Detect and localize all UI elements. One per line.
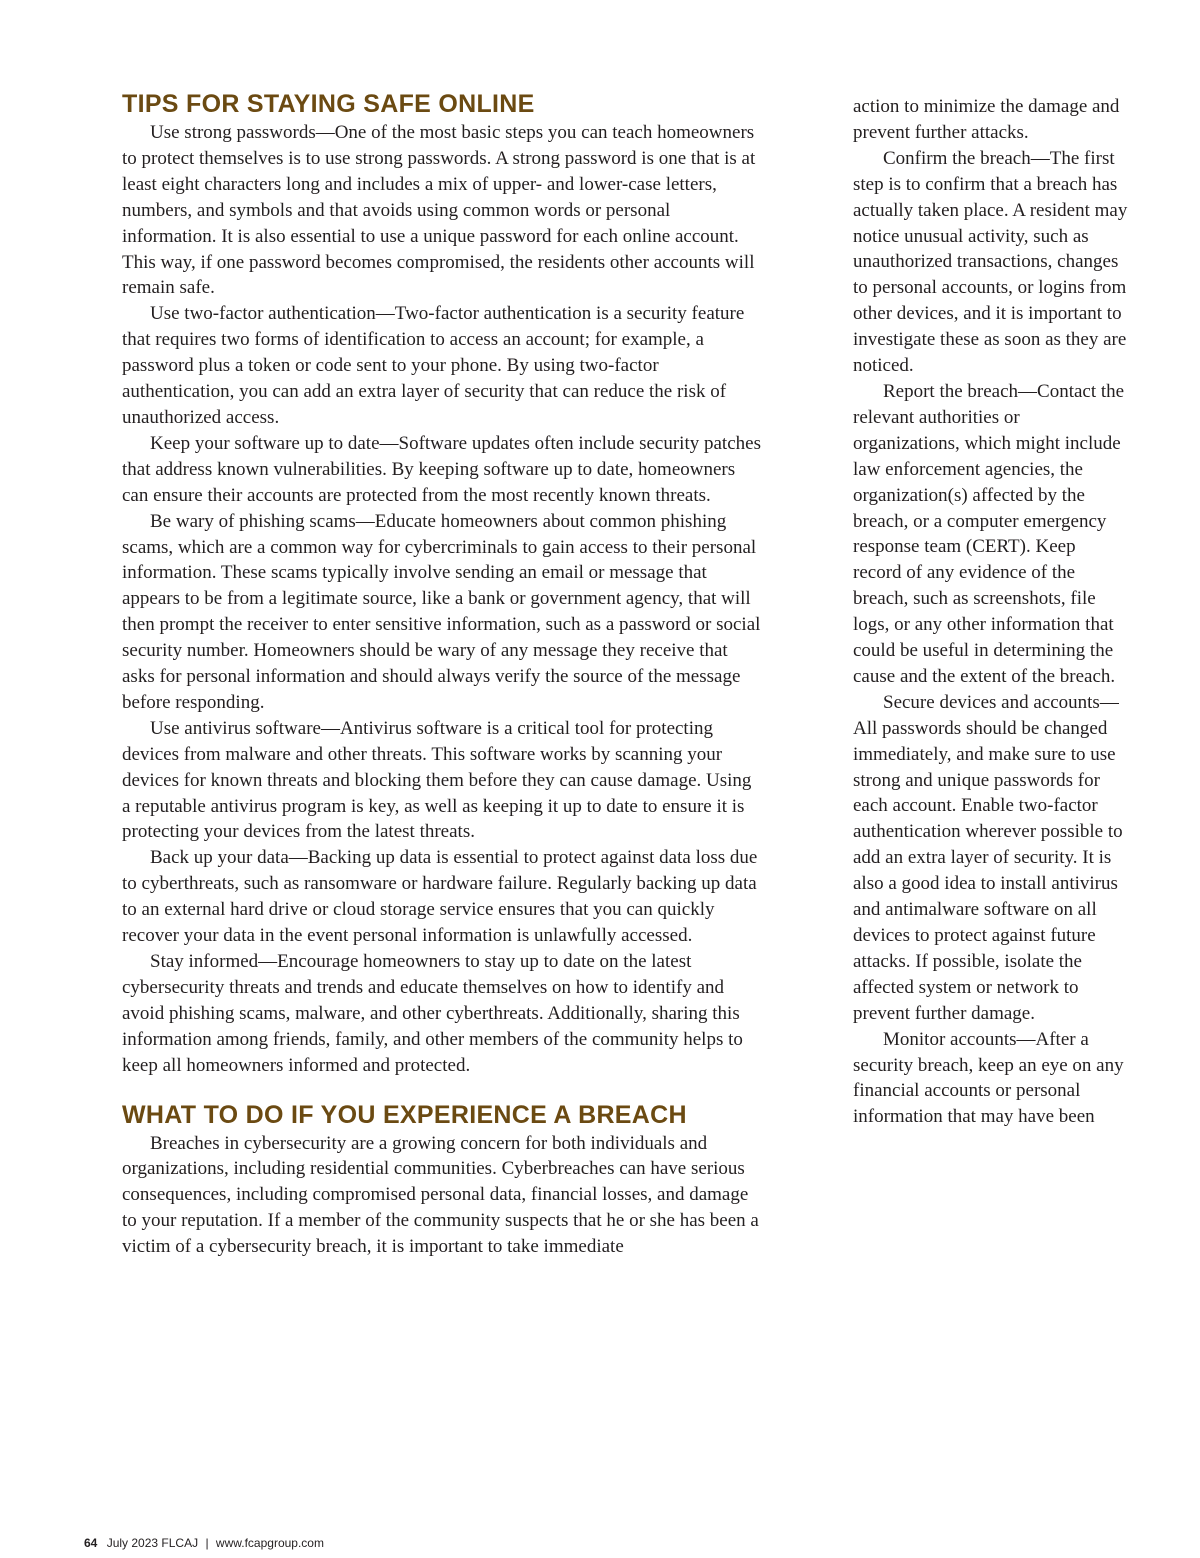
website-link[interactable]: www.fcapgroup.com [215,1536,324,1550]
tip-software-updates: Keep your software up to date—Software updates often include security patches that address known vulnerabilities. By keeping software up to date, homeowners can ensure their accounts are protected from the most recently known threats. [122,432,761,506]
tip-backup: Back up your data—Backing up data is essential to protect against data loss due to cyberthreats, such as ransomware or hardware failure. Regularly backing up data to an external hard drive or cloud storage service ensures that you can quickly recover your data in the event personal information is unlawfully accessed. [122,847,758,947]
section-heading-breach: WHAT TO DO IF YOU EXPERIENCE A BREACH [122,1100,687,1129]
page-footer [84,1536,324,1550]
breach-continuation: action to minimize the damage and prevent further attacks. [853,96,1120,143]
issue-date: July 2023 [106,1536,159,1550]
tip-antivirus: Use antivirus software—Antivirus software is a critical tool for protecting devices from malware and other threats. This software works by scanning your devices for known threats and blocking them before they can cause damage. Using a reputable antivirus program is key, as well as keeping it up to date to ensure it is protecting your devices from the latest threats. [122,717,752,843]
footer-separator: | [205,1536,209,1550]
main-column [122,88,762,1260]
step-secure-devices: Secure devices and accounts—All passwords should be changed immediately, and make sure to use strong and unique passwords for each account. Enable two-factor authentication wherever possible to add an extra layer of security. It is also a good idea to install antivirus and antimalware software on all devices to protect against future attacks. If possible, isolate the affected system or network to prevent further damage. [853,691,1123,1024]
tip-two-factor: Use two-factor authentication—Two-factor authentication is a security feature that requires two forms of identification to access an account; for example, a password plus a token or code sent to your phone. By using two-factor authentication, you can add an extra layer of security that can reduce the risk of unauthorized access. [122,303,745,428]
tip-phishing: Be wary of phishing scams—Educate homeowners about common phishing scams, which are a common way for cybercriminals to gain access to their personal information. These scams typically involve sending an email or message that appears to be from a legitimate source, like a bank or government agency, that will then prompt the receiver to enter sensitive information, such as a password or social security number. Homeowners should be wary of any message they receive that asks for personal information and should always verify the source of the message before responding. [122,510,761,713]
publication-name: FLCAJ [161,1536,199,1550]
breach-intro: Breaches in cybersecurity are a growing concern for both individuals and organizations, including residential communities. Cyberbreaches can have serious consequences, including compromised personal data, financial losses, and damage to your reputation. If a member of the community suspects that he or she has been a victim of a cybersecurity breach, it is important to take immediate [122,1132,759,1258]
step-report-breach: Report the breach—Contact the relevant authorities or organizations, which might include law enforcement agencies, the organization(s) affected by the breach, or a computer emergency response team (CERT). Keep record of any evidence of the breach, such as screenshots, file logs, or any other information that could be useful in determining the cause and the extent of the breach. [853,380,1125,687]
section-heading-tips: TIPS FOR STAYING SAFE ONLINE [122,90,535,118]
side-column [853,94,1128,1130]
page-number: 64 [84,1536,98,1550]
step-confirm-breach: Confirm the breach—The first step is to confirm that a breach has actually taken place. A resident may notice unusual activity, such as unauthorized transactions, changes to personal accounts, or logins from other devices, and it is important to investigate these as soon as they are noticed. [853,147,1128,377]
tip-strong-passwords: Use strong passwords—One of the most basic steps you can teach homeowners to protect themselves is to use strong passwords. A strong password is one that is at least eight characters long and includes a mix of upper- and lower-case letters, numbers, and symbols and that avoids using common words or personal information. It is also essential to use a unique password for each online account. This way, if one password becomes compromised, the residents other accounts will remain safe. [122,122,756,299]
tip-stay-informed: Stay informed—Encourage homeowners to stay up to date on the latest cybersecurity threats and trends and educate themselves on how to identify and avoid phishing scams, malware, and other cyberthreats. Additionally, sharing this information among friends, family, and other members of the community helps to keep all homeowners informed and protected. [122,951,743,1076]
step-monitor-accounts: Monitor accounts—After a security breach, keep an eye on any financial accounts or personal information that may have been [853,1028,1124,1128]
